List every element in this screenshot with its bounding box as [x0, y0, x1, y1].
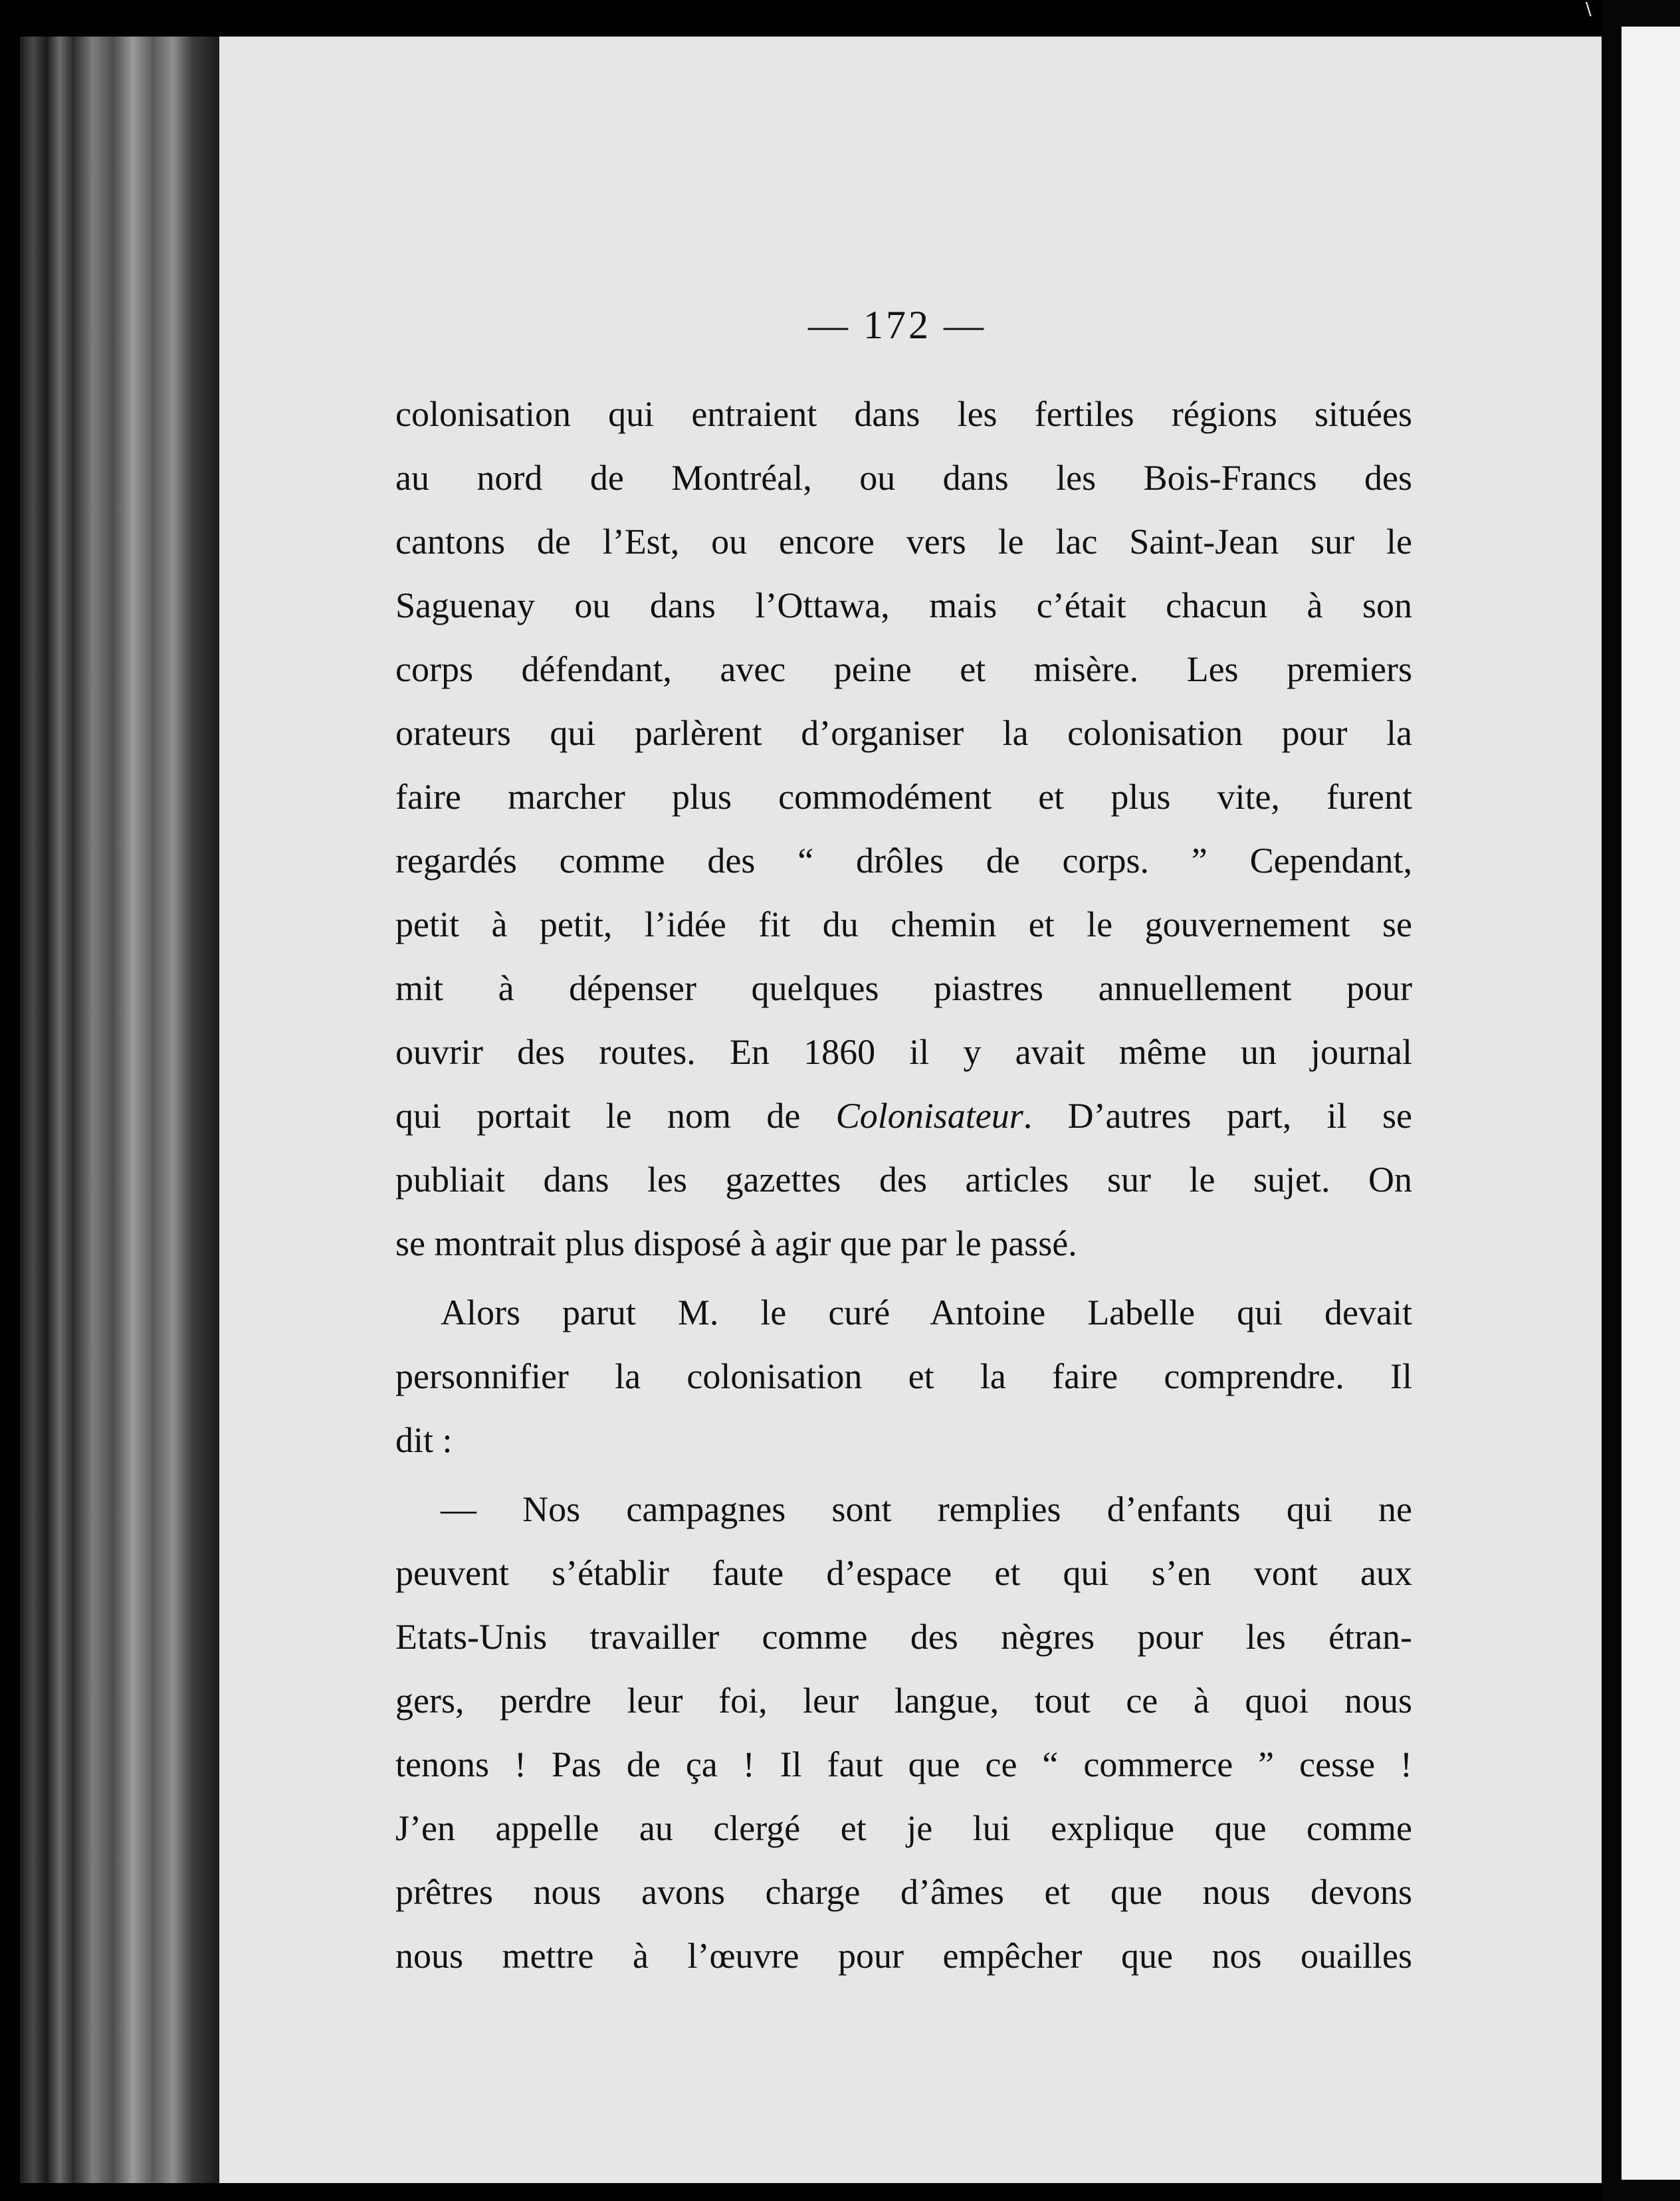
- book-page-edges: [20, 37, 219, 2183]
- body-text: [395, 382, 1412, 1988]
- text-line: J’en appelle au clergé et je lui explique que comme: [395, 1808, 1412, 1848]
- text-segment: . D’autres part, il se: [1023, 1096, 1412, 1136]
- paragraph-gap: [395, 1472, 1412, 1477]
- text-line: se montrait plus disposé à agir que par le passé.: [395, 1223, 1077, 1263]
- text-line: mit à dépenser quelques piastres annuellement pour: [395, 968, 1412, 1008]
- text-line: publiait dans les gazettes des articles sur le sujet. On: [395, 1160, 1412, 1200]
- text-line: colonisation qui entraient dans les fertiles régions situées: [395, 394, 1412, 434]
- text-line: ouvrir des routes. En 1860 il y avait même un journal: [395, 1032, 1412, 1072]
- text-line: — Nos campagnes sont remplies d’enfants qui ne: [441, 1489, 1412, 1529]
- text-line: personnifier la colonisation et la faire comprendre. Il: [395, 1356, 1412, 1396]
- text-line: [395, 1084, 1412, 1148]
- next-page-edge: [1622, 27, 1680, 2180]
- text-line: petit à petit, l’idée fit du chemin et le gouvernement se: [395, 904, 1412, 944]
- text-line: Alors parut M. le curé Antoine Labelle qui devait: [441, 1293, 1412, 1332]
- text-segment: qui portait le nom de: [395, 1096, 836, 1136]
- text-line: orateurs qui parlèrent d’organiser la colonisation pour la: [395, 713, 1412, 753]
- text-line: gers, perdre leur foi, leur langue, tout ce à quoi nous: [395, 1681, 1412, 1721]
- corner-mark: \: [1586, 0, 1592, 19]
- text-line: au nord de Montréal, ou dans les Bois-Francs des: [395, 458, 1412, 498]
- text-line: tenons ! Pas de ça ! Il faut que ce “ commerce ” cesse !: [395, 1744, 1412, 1784]
- text-line: cantons de l’Est, ou encore vers le lac Saint-Jean sur le: [395, 522, 1412, 562]
- text-line: prêtres nous avons charge d’âmes et que nous devons: [395, 1872, 1412, 1912]
- text-line: Saguenay ou dans l’Ottawa, mais c’était chacun à son: [395, 585, 1412, 625]
- text-line: faire marcher plus commodément et plus vite, furent: [395, 777, 1412, 817]
- newspaper-title: Colonisateur: [835, 1096, 1023, 1136]
- text-line: Etats-Unis travailler comme des nègres pour les étran-: [395, 1617, 1412, 1657]
- text-line: nous mettre à l’œuvre pour empêcher que nos ouailles: [395, 1936, 1412, 1976]
- text-line: dit :: [395, 1420, 453, 1460]
- text-line: peuvent s’établir faute d’espace et qui s’en vont aux: [395, 1553, 1412, 1593]
- text-line: corps défendant, avec peine et misère. Les premiers: [395, 649, 1412, 689]
- page-number: — 172 —: [808, 303, 986, 347]
- text-line: regardés comme des “ drôles de corps. ” Cependant,: [395, 841, 1412, 881]
- paragraph-gap: [395, 1275, 1412, 1281]
